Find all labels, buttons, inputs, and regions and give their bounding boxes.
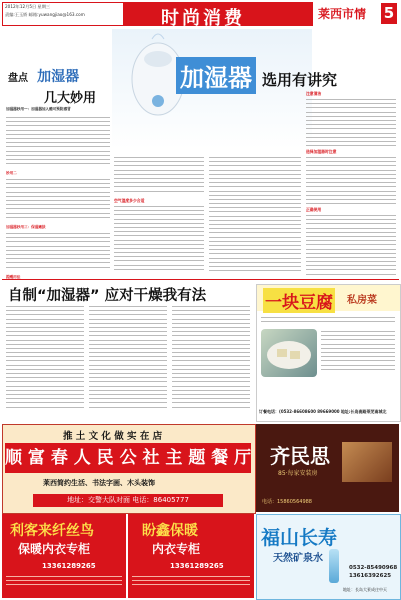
ad-renmin-line2: 莱西简约生活、书法字画、木头装饰 [43,479,155,487]
section-title: 时尚消费 [161,8,245,29]
ad-fushan-title: 福山长寿 [261,527,338,549]
feature-kicker [8,66,79,86]
tofu-ad-intro [261,317,395,325]
humidifier-feature [0,29,401,279]
ad-fuxin-phone: 13361289265 [170,562,224,570]
section-divider [2,279,399,280]
winter-article [2,282,254,422]
ad-fushan-sub: 天然矿泉水 [273,553,323,564]
winter-col-1 [6,306,84,411]
ad-qiminsi[interactable] [256,424,399,512]
section-head-3: 选择加湿器时注意 [306,149,337,154]
section-head-4: 正确使用 [306,207,322,212]
ad-fuxin-title: 盼鑫保暖 [142,523,198,539]
page-header [0,0,401,28]
ad-lixin-phone: 13361289265 [42,562,96,570]
col1-heading-2: 妙用二 [6,171,17,175]
hero-title-a: 加湿器 [176,57,256,94]
col1-heading-3: 加湿器妙用三：保湿嫩肤 [6,225,46,229]
ad-lixin-sub: 保暖内衣专柜 [18,542,91,556]
tofu-ad[interactable] [256,284,401,422]
page-number: 5 [381,3,397,24]
kicker-label: 盘点 [8,73,28,84]
col2-body-text [114,157,204,195]
tofu-ad-menu [321,331,395,373]
ad-lixin[interactable] [2,514,126,598]
header-title-bar [123,2,313,29]
ad-fuxin-address [132,576,250,589]
ad-qiminsi-phone: 电话：15860564988 [262,499,312,505]
col4-body-text-2 [306,157,396,207]
col2-body-text-2 [114,206,204,273]
region-name: 莱西市情 [318,7,367,21]
ad-renmin-top: 推 土 文 化 做 实 在 店 [63,431,163,442]
tofu-ad-photo [261,329,317,377]
header-left-box [2,2,124,26]
tofu-ad-title: 一块豆腐 [263,288,335,313]
ad-fushan-phone-1: 0532-85490968 [349,565,398,571]
header-editor: 责编:王玉娇 邮箱:yuwangjiao@163.com [5,12,85,17]
ad-fuxin[interactable] [128,514,254,598]
ad-fushan[interactable] [256,514,401,600]
winter-col-2 [89,306,167,411]
ad-renmin-title: 顺 富 春 人 民 公 社 主 题 餐 厅 [5,443,251,473]
hero-title-b: 选用有讲究 [262,71,338,89]
winter-col-3 [172,306,250,411]
ad-qiminsi-photo [342,442,392,482]
col4-body-text-3 [306,215,396,278]
section-head-2: 注意清洁 [306,91,322,96]
ad-fushan-phone-2: 13616392625 [349,573,392,579]
tofu-ad-phone: 订餐电话：(0532-86608600 89669000 地址:长岛高路莱芜南城北 [259,409,387,414]
tofu-ad-brand: 私房菜 [347,295,377,306]
tofu-ad-header [257,285,400,311]
col1-heading-1: 加湿器妙用一：加湿器加入醋可预防感冒 [6,107,71,111]
col1-heading-4: 提醒用法 [6,275,21,279]
section-head-1: 空气湿度多少合适 [114,198,145,203]
ad-lixin-address [6,576,122,589]
ad-fushan-bottle [329,549,339,583]
col3-body-text [209,157,301,274]
winter-article-title: 自制“加湿器” 应对干燥我有法 [8,288,207,304]
kicker-word: 加湿器 [37,69,80,85]
ad-lixin-title: 利客来纤丝鸟 [10,523,94,539]
feature-subkicker: 几大妙用 [44,91,97,106]
ad-fushan-address: 地址：长岛大景成庄中天 [343,587,387,592]
ad-fuxin-sub: 内衣专柜 [152,542,201,556]
col1-body-text-2 [6,179,110,221]
col1-body-text [6,117,110,167]
ad-renmin[interactable] [2,424,256,514]
ad-qiminsi-sub: 85·每家安装房 [278,470,318,477]
col1-body-text-3 [6,233,110,271]
header-date: 2012年12月5日 星期三 [5,4,51,9]
ad-qiminsi-title: 齐民思 [270,444,330,468]
col4-body-text [306,99,396,149]
ad-renmin-address: 地址：交警大队对面 电话：86405777 [33,494,223,507]
